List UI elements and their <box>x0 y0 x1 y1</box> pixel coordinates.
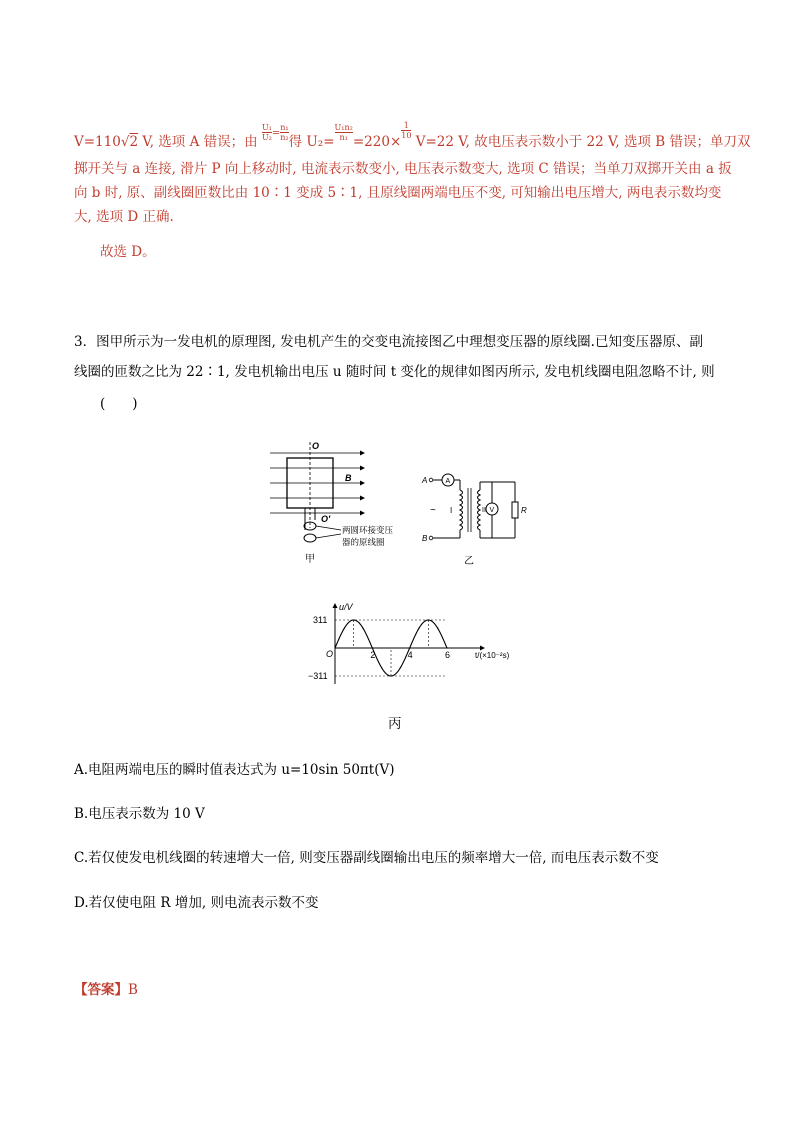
sqrt-radicand: 2 <box>129 134 139 150</box>
solution-line-3: 向 b 时, 原、副线圈匝数比由 10∶1 变成 5∶1, 且原线圈两端电压不变, 可知输出电压增大, 两电表示数均变 <box>74 185 722 201</box>
fraction-denominator: 10 <box>401 131 412 140</box>
solution-line-2: 掷开关与 a 连接, 滑片 P 向上移动时, 电流表示数变小, 电压表示数变大, 选项 C 错误；当单刀双掷开关由 a 扳 <box>74 161 732 177</box>
ring-note-line-2: 器的原线圈 <box>342 537 385 547</box>
y-tick-label: 311 <box>313 615 328 625</box>
x-axis-arrow <box>480 646 485 651</box>
fraction-denominator: n₁ <box>339 133 348 142</box>
solution-text: V, 选项 A 错误；由 <box>138 134 258 150</box>
y-axis-label: u/V <box>339 602 353 612</box>
label-o-prime: O′ <box>321 514 331 524</box>
figure-jia <box>265 438 394 568</box>
figure-bing-chart <box>300 600 510 700</box>
fraction-u1n2-n1 <box>335 123 353 142</box>
data-point <box>400 667 401 668</box>
fraction-1-10 <box>401 121 411 140</box>
question-line-1: 3．图甲所示为一发电机的原理图, 发电机产生的交变电流接图乙中理想变压器的原线圈.已知变压器原、副 <box>74 334 703 350</box>
data-point <box>409 647 410 648</box>
data-point <box>390 675 391 676</box>
solution-text: V=110 <box>74 134 121 150</box>
option-a: A.电阻两端电压的瞬时值表达式为 u=10sin 50πt(V) <box>74 762 395 778</box>
ring-note-line-1: 两圆环接变压 <box>342 525 394 535</box>
question-blank: ( ) <box>100 396 138 412</box>
label-o: O <box>312 441 320 451</box>
y-axis-arrow <box>333 603 338 608</box>
data-point <box>344 628 345 629</box>
answer-value: B <box>128 982 138 998</box>
voltmeter-label: V <box>489 507 495 514</box>
data-point <box>381 667 382 668</box>
x-axis-label: t/(×10⁻²s) <box>475 651 510 660</box>
field-arrowheads <box>360 451 365 516</box>
option-c: C.若仅使发电机线圈的转速增大一倍, 则变压器副线圈输出电压的频率增大一倍, 而电压表示数不变 <box>74 850 659 866</box>
fraction-n1-n2 <box>280 123 288 142</box>
fraction-numerator: U₁n₂ <box>334 123 353 132</box>
terminal-b-label: B <box>422 534 428 543</box>
data-point <box>372 647 373 648</box>
option-d: D.若仅使电阻 R 增加, 则电流表示数不变 <box>74 895 319 911</box>
x-tick-label: 4 <box>407 650 413 660</box>
fraction-numerator: U₁ <box>261 123 272 132</box>
fraction-denominator: U₂ <box>261 133 272 142</box>
solution-conclusion: 故选 D。 <box>100 244 156 260</box>
caption-yi: 乙 <box>464 556 474 567</box>
resistor-r <box>512 502 518 518</box>
data-point <box>446 647 447 648</box>
x-tick-label: 2 <box>370 650 376 660</box>
origin-label: O <box>326 649 334 659</box>
sqrt-symbol: √ <box>120 134 130 150</box>
figure-yi <box>420 468 540 568</box>
coil-i-label: I <box>450 506 453 515</box>
fraction-denominator: n₂ <box>280 133 289 142</box>
question-line-2: 线圈的匝数之比为 22∶1, 发电机输出电压 u 随时间 t 变化的规律如图丙所示, 发电机线圈电阻忽略不计, 则 <box>74 364 715 380</box>
data-point <box>437 628 438 629</box>
ac-symbol: ~ <box>430 505 436 516</box>
caption-bing: 丙 <box>388 716 402 732</box>
answer-line <box>74 978 138 998</box>
solution-line-1 <box>74 121 751 152</box>
slip-ring-2 <box>304 534 316 542</box>
y-tick-label: −311 <box>308 671 328 681</box>
fraction-numerator: 1 <box>401 121 411 131</box>
secondary-coil <box>478 490 481 530</box>
option-b: B.电压表示数为 10 V <box>74 806 205 822</box>
equals-sign: = <box>271 128 281 139</box>
data-point <box>428 619 429 620</box>
solution-text: =220× <box>352 134 402 150</box>
data-point <box>353 619 354 620</box>
label-b: B <box>345 473 352 483</box>
terminal-a-label: A <box>422 476 428 485</box>
solution-text: V=22 V, 故电压表示数小于 22 V, 选项 B 错误；单刀双 <box>411 134 751 150</box>
coil-ii-label: II <box>482 507 486 514</box>
magnetic-field-lines <box>270 453 360 513</box>
solution-text: 得 U₂= <box>288 134 335 150</box>
primary-coil <box>460 490 463 530</box>
data-point <box>334 647 335 648</box>
solution-line-4: 大, 选项 D 正确. <box>74 209 174 225</box>
resistor-label: R <box>521 506 527 515</box>
ammeter-label: A <box>445 478 451 485</box>
data-point <box>418 628 419 629</box>
fraction-u1-u2 <box>262 123 272 142</box>
answer-bracket: 【答案】 <box>74 982 128 998</box>
caption-jia: 甲 <box>305 554 315 565</box>
data-point <box>362 628 363 629</box>
x-tick-label: 6 <box>445 650 451 660</box>
fraction-numerator: n₁ <box>280 123 289 132</box>
